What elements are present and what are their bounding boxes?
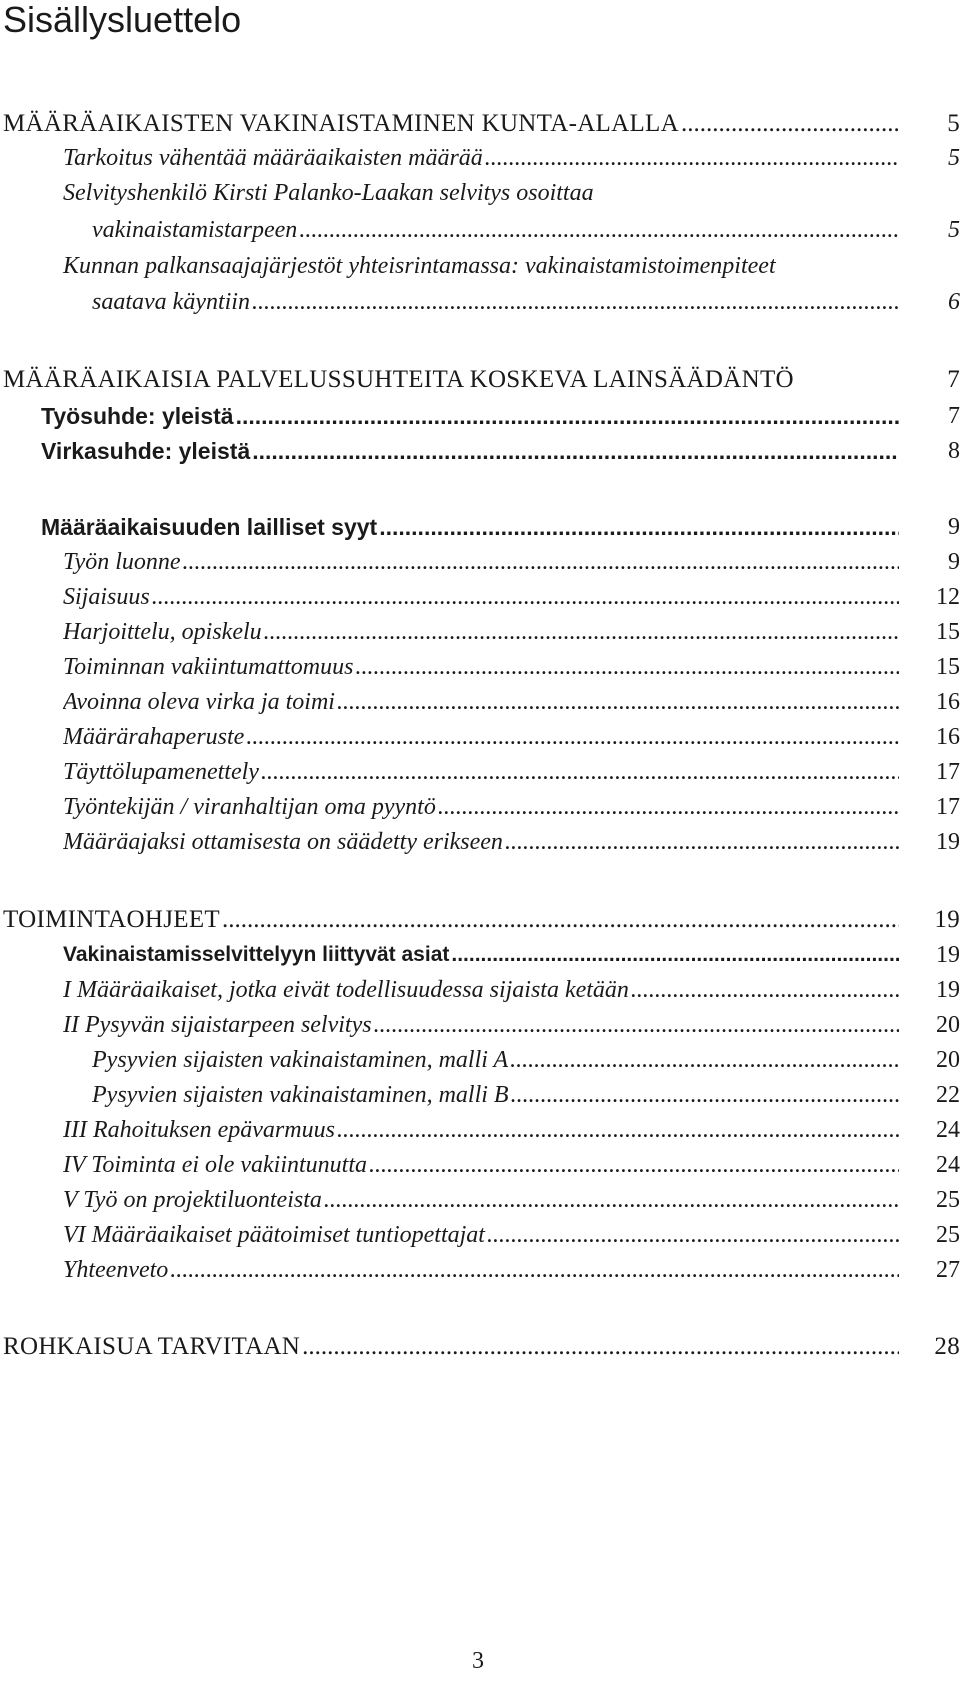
toc-leader [451,938,899,972]
toc-page: 22 [936,1082,960,1108]
toc-entry[interactable] [0,825,960,859]
toc-label: III Rahoituksen epävarmuus [63,1117,335,1143]
toc-page: 20 [936,1012,960,1038]
toc-label: Toiminnan vakiintumattomuus [63,654,354,680]
toc-label: MÄÄRÄAIKAISTEN VAKINAISTAMINEN KUNTA-ALALLA [3,110,679,137]
toc-label: IV Toiminta ei ole vakiintunutta [63,1152,367,1178]
toc-leader [510,1043,899,1077]
toc-entry[interactable] [0,973,960,1007]
toc-label: saatava käyntiin [92,289,250,315]
toc-entry[interactable] [0,399,960,433]
toc-leader [631,973,899,1007]
toc-page: 25 [936,1187,960,1213]
toc-leader [379,510,899,544]
toc-label: Työntekijän / viranhaltijan oma pyyntö [63,794,436,820]
toc-leader [264,615,899,649]
toc-label: Sijaisuus [63,584,150,610]
toc-label: I Määräaikaiset, jotka eivät todellisuudessa sijaista ketään [63,977,629,1003]
toc-page: 7 [948,403,960,429]
toc-leader [302,1330,899,1364]
toc-label: Virkasuhde: yleistä [41,438,251,464]
toc-page: 5 [948,145,960,171]
toc-label: ROHKAISUA TARVITAAN [3,1333,301,1360]
toc-label: Pysyvien sijaisten vakinaistaminen, malli B [92,1082,509,1108]
toc-page: 7 [947,366,960,393]
toc-label-line1: Kunnan palkansaajajärjestöt yhteisrintamassa: vakinaistamistoimenpiteet [63,253,776,279]
toc-page: 25 [936,1222,960,1248]
toc-page: 19 [936,977,960,1003]
toc-page: 17 [936,794,960,820]
toc-page: 15 [936,654,960,680]
toc-leader [355,650,899,684]
toc-entry[interactable] [0,1008,960,1042]
toc-leader [337,685,899,719]
toc-leader [487,1218,899,1252]
toc-label: VI Määräaikaiset päätoimiset tuntiopettajat [63,1222,485,1248]
toc-page: 19 [936,942,960,968]
toc-entry[interactable] [0,213,960,247]
toc-label: MÄÄRÄAIKAISIA PALVELUSSUHTEITA KOSKEVA LAINSÄÄDÄNTÖ [3,366,794,393]
toc-label-line1: Selvityshenkilö Kirsti Palanko-Laakan selvitys osoittaa [63,180,594,206]
toc-page: 17 [936,759,960,785]
toc-entry[interactable] [0,141,960,175]
toc-entry[interactable] [0,720,960,754]
toc-entry[interactable] [0,580,960,614]
toc-page: 12 [936,584,960,610]
toc-leader [252,434,899,468]
page-title: Sisällysluettelo [3,0,242,40]
toc-label: Tarkoitus vähentää määräaikaisten määrää [63,145,483,171]
toc-page: 28 [934,1333,960,1360]
toc-entry[interactable] [0,1148,960,1182]
toc-entry[interactable] [0,107,960,141]
toc-entry[interactable] [0,545,960,579]
toc-leader [374,1008,899,1042]
toc-entry[interactable] [0,434,960,468]
toc-entry[interactable] [0,1078,960,1112]
toc-label: vakinaistamistarpeen [92,217,298,243]
toc-leader [485,141,899,175]
toc-leader [438,790,899,824]
toc-entry[interactable] [0,363,960,397]
toc-leader [324,1183,899,1217]
toc-entry[interactable] [0,1183,960,1217]
toc-entry[interactable] [0,755,960,789]
toc-page: 24 [936,1117,960,1143]
toc-entry[interactable] [0,1330,960,1364]
toc-entry[interactable] [0,938,960,972]
page-number: 3 [472,1648,484,1674]
toc-label: Yhteenveto [63,1257,169,1283]
toc-label: Määräaikaisuuden lailliset syyt [41,514,378,540]
toc-leader [222,903,899,937]
toc-label: Vakinaistamisselvittelyyn liittyvät asiat [63,943,450,966]
toc-page: 9 [948,549,960,575]
toc-entry[interactable] [0,285,960,319]
toc-entry[interactable] [0,790,960,824]
toc-leader [152,580,899,614]
toc-entry[interactable] [0,1113,960,1147]
toc-label: II Pysyvän sijaistarpeen selvitys [63,1012,372,1038]
toc-page: 5 [947,110,960,137]
toc-label: Määrärahaperuste [63,724,245,750]
toc-entry[interactable] [0,650,960,684]
toc-label: Pysyvien sijaisten vakinaistaminen, malli A [92,1047,509,1073]
toc-label: V Työ on projektiluonteista [63,1187,322,1213]
toc-page: 24 [936,1152,960,1178]
toc-page: 20 [936,1047,960,1073]
toc-entry[interactable] [0,903,960,937]
toc-page: 19 [934,906,960,933]
toc-label: Työsuhde: yleistä [41,403,234,429]
toc-leader [183,545,899,579]
toc-leader [337,1113,899,1147]
toc-leader [170,1253,899,1287]
toc-label: Harjoittelu, opiskelu [63,619,262,645]
toc-page: 6 [948,289,960,315]
toc-page: 16 [936,724,960,750]
toc-entry[interactable] [0,1043,960,1077]
toc-page: 15 [936,619,960,645]
toc-leader [505,825,899,859]
toc-leader [246,720,899,754]
toc-leader [252,285,899,319]
toc-label: Työn luonne [63,549,181,575]
toc-leader [299,213,899,247]
toc-entry[interactable] [0,1218,960,1252]
toc-entry[interactable] [0,615,960,649]
toc-page: 5 [948,217,960,243]
toc-leader [261,755,899,789]
toc-page: 27 [936,1257,960,1283]
toc-leader [369,1148,899,1182]
toc-page: 16 [936,689,960,715]
toc-leader [236,399,899,433]
toc-page: 9 [948,514,960,540]
toc-label: Täyttölupamenettely [63,759,259,785]
toc-label: Avoinna oleva virka ja toimi [63,689,335,715]
toc-page: 8 [948,438,960,464]
toc-entry[interactable] [0,685,960,719]
toc-label: Määräajaksi ottamisesta on säädetty erikseen [63,829,503,855]
toc-leader [681,107,899,141]
toc-entry[interactable] [0,510,960,544]
toc-entry[interactable] [0,1253,960,1287]
toc-label: TOIMINTAOHJEET [3,906,220,933]
toc-leader [511,1078,899,1112]
toc-page: 19 [936,829,960,855]
